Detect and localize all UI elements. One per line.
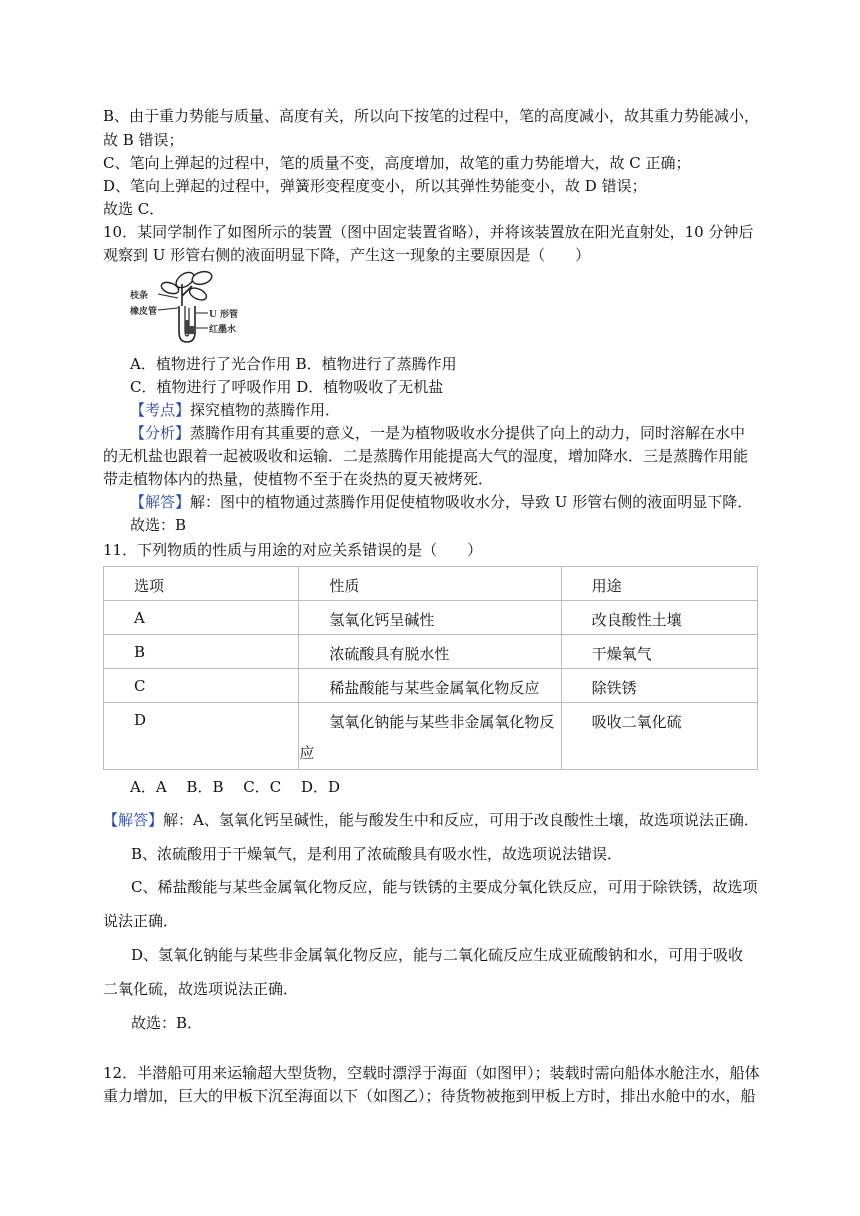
table-header-row — [104, 567, 758, 601]
q12-stem-line1: 12．半潜船可用来运输超大型货物，空载时漂浮于海面（如图甲）；装载时需向船体水舱注水，船体 — [103, 1064, 760, 1082]
table-cell-wrap-text: 应 — [299, 744, 315, 762]
q11-jieda-c-line1: C、稀盐酸能与某些金属氧化物反应，能与铁锈的主要成分氧化铁反应，可用于除铁锈，故选项 — [131, 878, 758, 896]
q10-stem-line1: 10．某同学制作了如图所示的装置（图中固定装置省略），并将该装置放在阳光直射处，10 分钟后 — [103, 223, 754, 241]
q10-options-cd: C．植物进行了呼吸作用 D．植物吸收了无机盐 — [130, 378, 444, 396]
table-cell: 吸收二氧化硫 — [561, 703, 757, 770]
q11-jieda-b: B、浓硫酸用于干燥氧气，是利用了浓硫酸具有吸水性，故选项说法错误． — [131, 845, 623, 863]
q11-jieda-d-line1: D、氢氧化钠能与某些非金属氧化物反应，能与二氧化硫反应生成亚硫酸钠和水，可用于吸收 — [131, 946, 744, 964]
q10-options-ab: A．植物进行了光合作用 B．植物进行了蒸腾作用 — [130, 355, 457, 373]
q9-option-c: C、笔向上弹起的过程中，笔的质量不变，高度增加，故笔的重力势能增大，故 C 正确； — [103, 154, 691, 172]
q11-answer: 故选：B． — [131, 1014, 203, 1032]
kaodian-text: 探究植物的蒸腾作用． — [190, 401, 341, 419]
q10-jieda — [130, 490, 790, 514]
table-cell: 氢氧化钙呈碱性 — [299, 601, 561, 635]
table-row — [104, 635, 758, 669]
jieda-text: 解：图中的植物通过蒸腾作用促使植物吸收水分，导致 U 形管右侧的液面明显下降． — [190, 493, 753, 511]
fenxi-text-1: 蒸腾作用有其重要的意义，一是为植物吸收水分提供了向上的动力，同时溶解在水中 — [190, 424, 746, 442]
q12-stem-line2: 重力增加，巨大的甲板下沉至海面以下（如图乙）；待货物被拖到甲板上方时，排出水舱中的水，船 — [103, 1087, 756, 1105]
q11-jieda-a — [103, 808, 763, 832]
jieda-tag: 【解答】 — [130, 493, 191, 511]
q11-property-use-table — [103, 566, 758, 770]
jieda-text-a: 解：A、氢氧化钙呈碱性，能与酸发生中和反应，可用于改良酸性土壤，故选项说法正确． — [163, 811, 759, 829]
table-cell: B — [104, 635, 299, 669]
figure-label-branch: 枝条 — [130, 291, 149, 301]
kaodian-tag: 【考点】 — [130, 401, 191, 419]
q11-jieda-c-line2: 说法正确． — [103, 912, 179, 930]
q9-option-d: D、笔向上弹起的过程中，弹簧形变程度变小，所以其弹性势能变小，故 D 错误； — [103, 177, 647, 195]
q11-stem: 11．下列物质的性质与用途的对应关系错误的是（ ） — [103, 541, 483, 559]
q10-fenxi-line2: 的无机盐也跟着一起被吸收和运输．二是蒸腾作用能提高大气的湿度，增加降水．三是蒸腾作用能 — [103, 447, 749, 465]
table-header-cell: 性质 — [299, 567, 561, 601]
table-header-cell: 用途 — [561, 567, 757, 601]
q9-answer: 故选 C． — [103, 200, 165, 218]
table-cell: 氢氧化钠能与某些非金属氧化物反 应 — [299, 703, 561, 770]
q11-jieda-d-line2: 二氧化硫，故选项说法正确． — [103, 980, 299, 998]
table-row — [104, 669, 758, 703]
table-cell: A — [104, 601, 299, 635]
table-row — [104, 601, 758, 635]
jieda-tag: 【解答】 — [103, 811, 164, 829]
fenxi-tag: 【分析】 — [130, 424, 191, 442]
q10-stem-line2: 观察到 U 形管右侧的液面明显下降，产生这一现象的主要原因是（ ） — [103, 246, 591, 264]
table-cell: D — [104, 703, 299, 770]
table-cell: 稀盐酸能与某些金属氧化物反应 — [299, 669, 561, 703]
figure-label-u-tube: U 形管 — [209, 310, 238, 320]
table-cell: C — [104, 669, 299, 703]
table-row — [104, 703, 758, 770]
q10-apparatus-figure — [130, 268, 245, 348]
q10-kaodian — [130, 398, 790, 422]
q9-option-b-line1: B、由于重力势能与质量、高度有关，所以向下按笔的过程中，笔的高度减小，故其重力势能减小， — [103, 107, 760, 125]
q10-fenxi-line3: 带走植物体内的热量，使植物不至于在炎热的夏天被烤死． — [103, 470, 494, 488]
table-cell: 浓硫酸具有脱水性 — [299, 635, 561, 669]
table-cell: 除铁锈 — [561, 669, 757, 703]
q10-fenxi-line1 — [130, 421, 790, 445]
figure-label-rubber-tube: 橡皮管 — [130, 307, 158, 317]
q9-option-b-line2: 故 B 错误； — [103, 131, 184, 149]
figure-label-red-ink: 红墨水 — [209, 325, 237, 335]
table-cell: 干燥氧气 — [561, 635, 757, 669]
q11-options: A．A B．B C．C D．D — [130, 778, 341, 796]
table-cell: 改良酸性土壤 — [561, 601, 757, 635]
table-header-cell: 选项 — [104, 567, 299, 601]
q10-answer: 故选：B — [130, 516, 187, 534]
